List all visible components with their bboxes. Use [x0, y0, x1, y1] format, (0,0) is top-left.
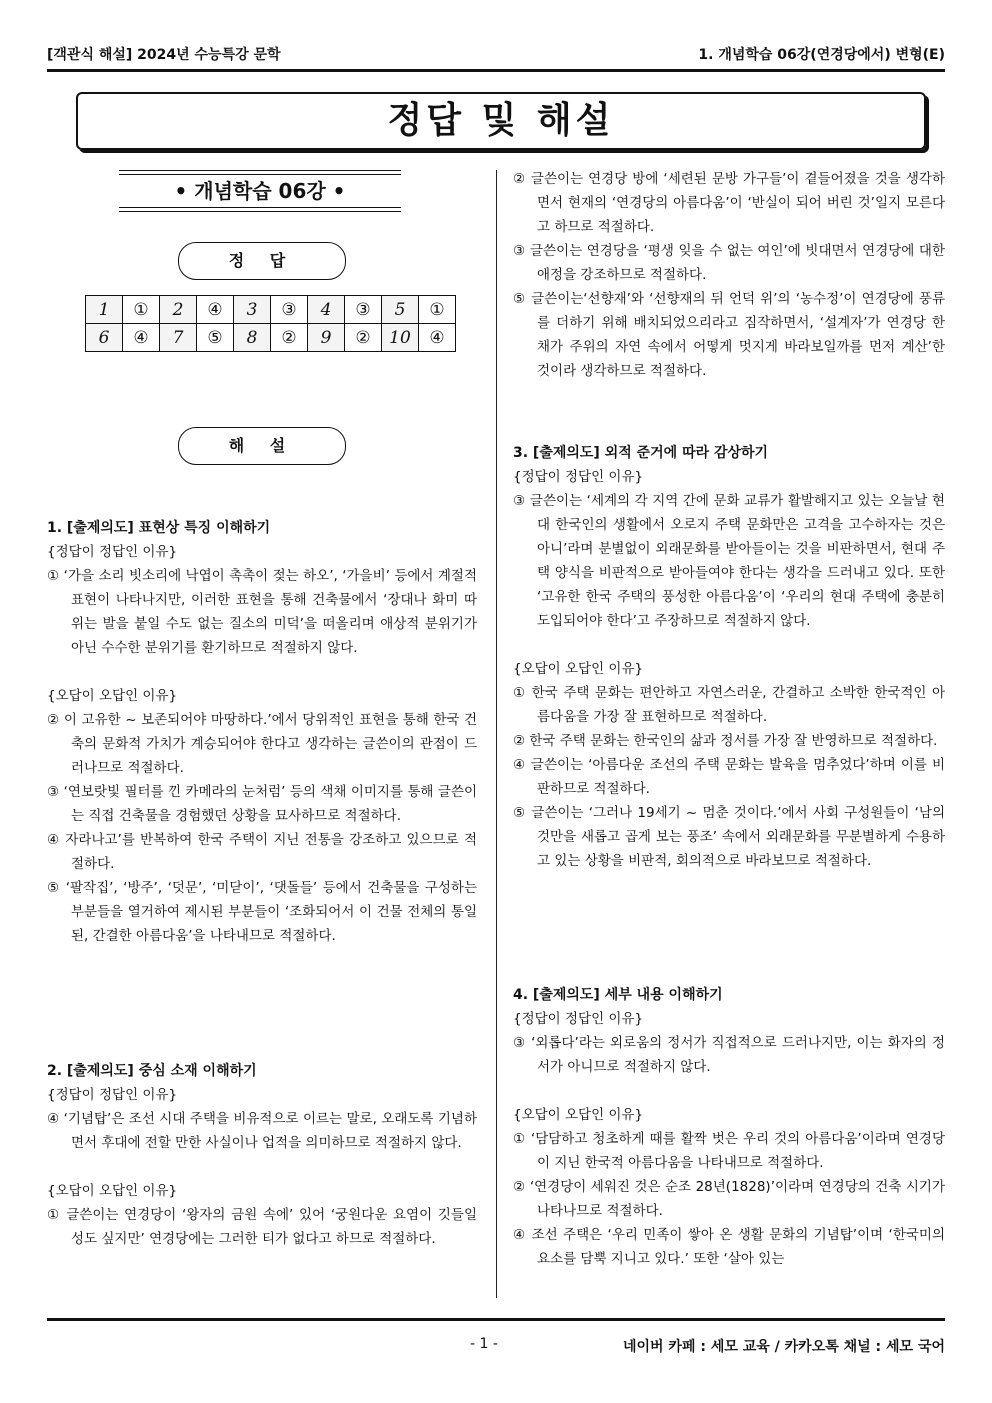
question-number: 7 [160, 324, 197, 352]
explanation-item: ③ 글쓴이는 ‘세계의 각 지역 간에 문화 교류가 활발해지고 있는 오늘날 현대 한국인의 생활에서 오로지 주택 문화만은 고격을 고수하자는 것은 아니’라며 분별없이 외래문화를 받아들이는 것을 비판하면서, 현대 주택 양식을 비판적으로 받아들여야 한다는 생각을 드러내고 있다. 또한 ‘고유한 한국 주택의 풍성한 아름다움’이 ‘우리의 현대 주택에 충분히 도입되어야 한다’고 주장하므로 적절하지 않다. [513, 493, 945, 629]
explanation-item: ⑤ 글쓴이는 ‘그러나 19세기 ~ 멈춘 것이다.’에서 사회 구성원들이 ‘남의 것만을 새롭고 곱게 보는 풍조’ 속에서 외래문화를 무분별하게 수용하고 있는 상황을 비판적, 회의적으로 바라보므로 적절하다. [513, 805, 945, 869]
footer-rule [47, 1318, 945, 1321]
answer-row [86, 324, 456, 352]
correct-reason-label: {정답이 정답인 이유} [513, 469, 644, 485]
explanation-item: ① ‘담담하고 청초하게 때를 활짝 벗은 우리 것의 아름다움’이라며 연경당이 지닌 한국적 아름다움을 나타내므로 적절하다. [513, 1131, 945, 1171]
explanation-item: ③ 글쓴이는 연경당을 ‘평생 잊을 수 없는 여인’에 빗대면서 연경당에 대한 애정을 강조하므로 적절하다. [513, 243, 945, 283]
right-column [513, 167, 945, 1267]
wrong-reason-label: {오답이 오답인 이유} [513, 1107, 644, 1123]
wrong-reason-label: {오답이 오답인 이유} [513, 661, 644, 677]
answer-choice: ① [123, 296, 160, 324]
correct-reason-label: {정답이 정답인 이유} [47, 1087, 178, 1103]
explanation-item: ⑤ 글쓴이는‘선향재’와 ‘선향재의 뒤 언덕 위’의 ‘농수정’이 연경당에 풍류를 더하기 위해 배치되었으리라고 짐작하면서, ‘설계자’가 연경당 한 채가 주위의 자연 속에서 어떻게 멋지게 바라보일까를 먼저 계산’한 것이라 생각하므로 적절하다. [513, 291, 945, 379]
explanation-item: ④ 조선 주택은 ‘우리 민족이 쌓아 온 생활 문화의 기념탑’이며 ‘한국미의 요소를 담뿍 지니고 있다.’ 또한 ‘살아 있는 [513, 1227, 945, 1267]
answer-row [86, 296, 456, 324]
answer-choice: ③ [345, 296, 382, 324]
question-number: 4 [308, 296, 345, 324]
explanation-item: ② ‘연경당이 세워진 것은 순조 28년(1828)’이라며 연경당의 건축 시기가 나타나므로 적절하다. [513, 1179, 945, 1219]
correct-reason-label: {정답이 정답인 이유} [47, 544, 178, 560]
page-header [47, 44, 945, 66]
explanation-item: ④ ‘기념탑’은 조선 시대 주택을 비유적으로 이르는 말로, 오래도록 기념하면서 후대에 전할 만한 사실이나 업적을 의미하므로 적절하지 않다. [47, 1111, 477, 1151]
question-number: 3 [234, 296, 271, 324]
answer-choice: ② [271, 324, 308, 352]
explanation-item: ④ 글쓴이는 ‘아름다운 조선의 주택 문화는 발육을 멈추었다’하며 이를 비판하므로 적절하다. [513, 757, 945, 797]
header-rule [47, 69, 945, 72]
explanation-item: ② 한국 주택 문화는 한국인의 삶과 정서를 가장 잘 반영하므로 적절하다. [513, 733, 938, 749]
page-title: 정답 및 해설 [76, 92, 926, 150]
explanation-label: 해 설 [178, 427, 346, 465]
answer-choice: ④ [419, 324, 456, 352]
explanation-item: ④ 자라나고’를 반복하여 한국 주택이 지닌 전통을 강조하고 있으므로 적절하다. [47, 832, 477, 872]
answer-choice: ② [345, 324, 382, 352]
section-2 [47, 1059, 477, 1251]
question-number: 1 [86, 296, 123, 324]
section-heading: 4. [출제의도] 세부 내용 이해하기 [513, 987, 723, 1003]
section-heading: 2. [출제의도] 중심 소재 이해하기 [47, 1063, 257, 1079]
question-number: 8 [234, 324, 271, 352]
section-heading: 1. [출제의도] 표현상 특징 이해하기 [47, 520, 271, 536]
question-number: 9 [308, 324, 345, 352]
explanation-item: ② 이 고유한 ~ 보존되어야 마땅하다.’에서 당위적인 표현을 통해 한국 건축의 문화적 가치가 계승되어야 한다고 생각하는 글쓴이의 관점이 드러나므로 적절하다. [47, 712, 477, 776]
question-number: 10 [382, 324, 419, 352]
wrong-reason-label: {오답이 오답인 이유} [47, 688, 178, 704]
answer-choice: ③ [271, 296, 308, 324]
explanation-item: ⑤ ‘팔작집’, ‘방주’, ‘덧문’, ‘미닫이’, ‘댓돌들’ 등에서 건축물을 구성하는 부분들을 열거하여 제시된 부분들이 ‘조화되어서 이 건물 전체의 통일된, 간결한 아름다움’을 나타내므로 적절하다. [47, 880, 477, 944]
explanation-item: ① 한국 주택 문화는 편안하고 자연스러운, 간결하고 소박한 한국적인 아름다움을 가장 잘 표현하므로 적절하다. [513, 685, 945, 725]
header-left: [객관식 해설] 2024년 수능특강 문학 [47, 47, 281, 63]
explanation-item: ③ ‘외롭다’라는 외로움의 정서가 직접적으로 드러나지만, 이는 화자의 정서가 아니므로 적절하지 않다. [513, 1035, 945, 1075]
section-3 [513, 441, 945, 873]
question-number: 6 [86, 324, 123, 352]
explanation-item: ② 글쓴이는 연경당 방에 ‘세련된 문방 가구들’이 곁들어졌을 것을 생각하면서 현재의 ‘연경당의 아름다움’이 ‘반실이 되어 버린 것’일지 모른다고 하므로 적절하다. [513, 171, 945, 235]
lecture-title: • 개념학습 06강 • [119, 170, 401, 212]
answer-label: 정 답 [178, 242, 346, 280]
section-4 [513, 983, 945, 1271]
explanation-item: ③ ‘연보랏빛 필터를 낀 카메라의 눈처럼’ 등의 색채 이미지를 통해 글쓴이는 직접 건축물을 경험했던 상황을 묘사하므로 적절하다. [47, 784, 477, 824]
answer-choice: ④ [123, 324, 160, 352]
wrong-reason-label: {오답이 오답인 이유} [47, 1183, 178, 1199]
question-number: 5 [382, 296, 419, 324]
explanation-item: ① ‘가을 소리 빗소리에 낙엽이 촉촉이 젖는 하오’, ‘가을비’ 등에서 계절적 표현이 나타나지만, 이러한 표현을 통해 건축물에서 ‘장대나 화미 따위는 발을 붙일 수도 없는 질소의 미덕’을 떠올리며 애상적 분위기가 아닌 수수한 분위기를 환기하므로 적절하지 않다. [47, 568, 477, 656]
explanation-item: ① 글쓴이는 연경당이 ‘왕자의 금원 속에’ 있어 ‘궁원다운 요염이 깃들일 성도 싶지만’ 연경당에는 그러한 티가 없다고 하므로 적절하다. [47, 1207, 477, 1247]
column-divider [496, 170, 497, 1298]
section-heading: 3. [출제의도] 외적 준거에 따라 감상하기 [513, 445, 769, 461]
correct-reason-label: {정답이 정답인 이유} [513, 1011, 644, 1027]
section-1 [47, 516, 477, 948]
page-number: - 1 - [470, 1336, 498, 1352]
question-number: 2 [160, 296, 197, 324]
answer-choice: ④ [197, 296, 234, 324]
answer-choice: ① [419, 296, 456, 324]
answer-choice: ⑤ [197, 324, 234, 352]
header-right: 1. 개념학습 06강(연경당에서) 변형(E) [698, 47, 945, 63]
answer-table [85, 295, 456, 352]
footer-credit: 네이버 카페 : 세모 교육 / 카카오톡 채널 : 세모 국어 [622, 1339, 945, 1355]
